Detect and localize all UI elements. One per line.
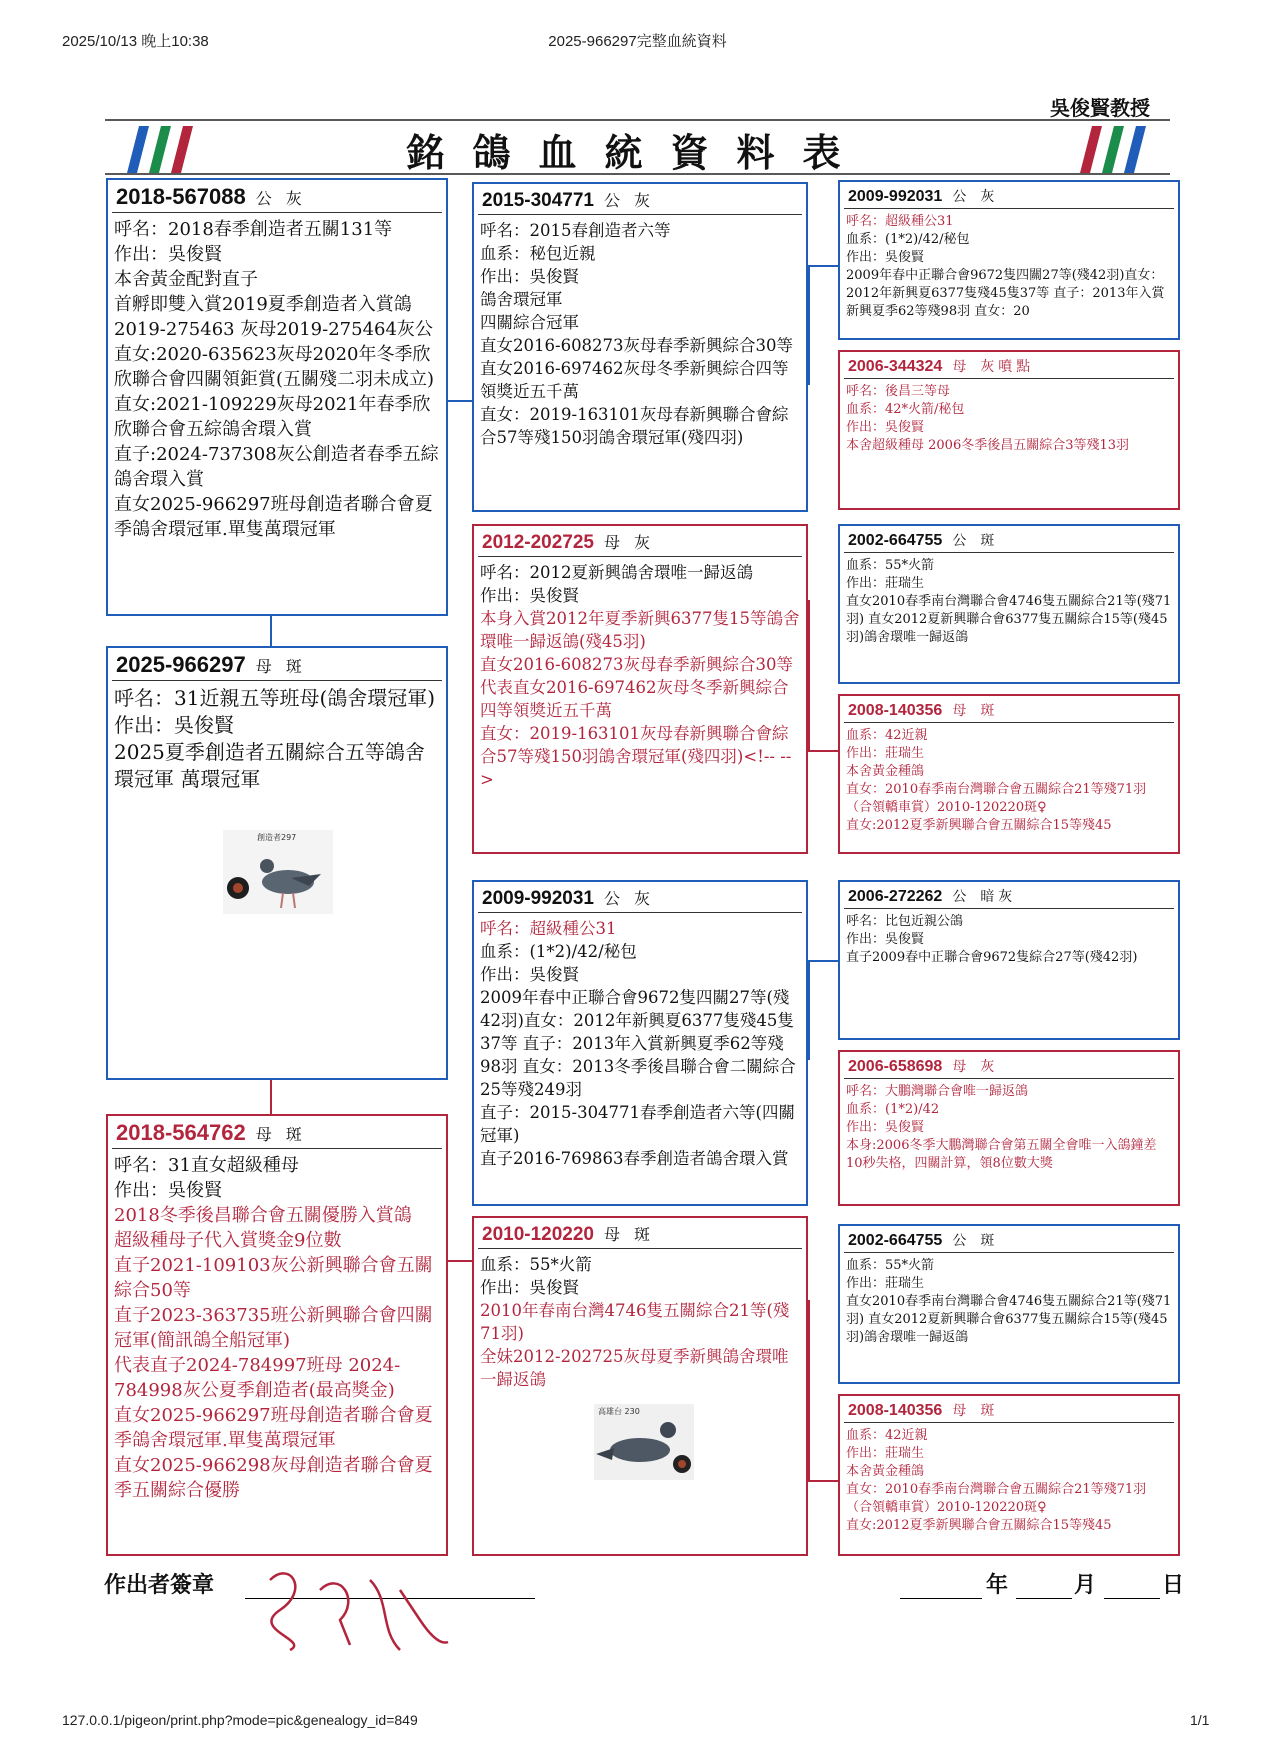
- info-line: 直子2023-363735班公新興聯合會四關冠軍(簡訊鴿全船冠軍): [114, 1305, 433, 1351]
- info-line: 2009年春中正聯合會9672隻四關27等(殘42羽)直女：2012年新興夏6377隻殘45隻37等 直子：2013年入賞新興夏季62等殘98羽 直女：2013冬季後昌聯合會二關綜合25等殘249羽: [480, 988, 796, 1099]
- info-line: 2018冬季後昌聯合會五關優勝入賞鴿: [114, 1205, 412, 1226]
- subject-color: 斑: [285, 657, 306, 676]
- info-line: 血系：55*火箭: [846, 558, 935, 573]
- info-line: 血系：42近親: [846, 1428, 928, 1443]
- info-line: 直子2009春中正聯合會9672隻綜合27等(殘42羽): [846, 950, 1138, 965]
- info-line: 四關綜合冠軍: [480, 313, 579, 332]
- grandsire-paternal-details: [474, 215, 806, 453]
- g3-ring: 2002-664755: [848, 1232, 943, 1249]
- signature-label: 作出者簽章: [104, 1572, 215, 1598]
- sire-details: [108, 213, 446, 546]
- g3-sex: 母: [952, 1059, 971, 1075]
- g3-card-1[interactable]: [838, 180, 1180, 340]
- grandsire-paternal-ring: 2015-304771: [482, 190, 594, 211]
- info-line: 2010年春南台灣4746隻五關綜合21等(殘71羽): [480, 1301, 790, 1343]
- grandsire-paternal-header: [478, 184, 802, 215]
- info-line: 直女:2012夏季新興聯合會五關綜合15等殘45: [846, 818, 1112, 833]
- info-line: 作出：莊瑞生: [846, 746, 925, 761]
- info-line: 2025夏季創造者五關綜合五等鴿舍環冠軍 萬環冠軍: [114, 740, 425, 791]
- year-blank[interactable]: [900, 1598, 982, 1599]
- info-line: 直女2016-608273灰母春季新興綜合30等: [480, 336, 794, 355]
- print-url: 127.0.0.1/pigeon/print.php?mode=pic&genealogy_id=849: [62, 1712, 418, 1728]
- month-label: 月: [1074, 1572, 1097, 1598]
- g3-color: 灰噴點: [980, 359, 1035, 375]
- info-line: 本舍超級種母 2006冬季後昌五關綜合3等殘13羽: [846, 438, 1130, 453]
- info-line: 直女2010春季南台灣聯合會4746隻五關綜合21等(殘71羽) 直女2012夏新興聯合會6377隻五關綜合15等(殘45羽)鴿舍環唯一歸返鴿: [846, 1294, 1172, 1345]
- g3-sex: 公: [952, 1233, 971, 1249]
- grandsire-maternal-color: 灰: [634, 889, 655, 908]
- info-line: 作出：吳俊賢: [480, 586, 579, 605]
- info-line: 本身入賞2012年夏季新興6377隻15等鴿舍環唯一歸返鴿(殘45羽): [480, 609, 800, 651]
- info-line: 直女：2010春季南台灣聯合會五關綜合21等殘71羽（合領轎車賞）2010-120220斑♀: [846, 1482, 1147, 1515]
- month-blank[interactable]: [1016, 1598, 1072, 1599]
- subject-details: [108, 681, 446, 797]
- dam-header: [112, 1116, 442, 1149]
- g3-details: [840, 723, 1178, 839]
- info-line: 作出：吳俊賢: [480, 1278, 579, 1297]
- info-line: 作出：吳俊賢: [846, 420, 925, 435]
- g3-header: [844, 1226, 1174, 1253]
- g3-header: [844, 882, 1174, 909]
- info-line: 血系：(1*2)/42/秘包: [480, 942, 637, 961]
- dam-ring: 2018-564762: [116, 1120, 246, 1145]
- info-line: 直女：2019-163101灰母春新興聯合會綜合57等殘150羽鴿舍環冠軍(殘四羽): [480, 405, 789, 447]
- dam-color: 斑: [285, 1125, 306, 1144]
- g3-color: 灰: [980, 189, 999, 205]
- author-name: 吳俊賢教授: [1050, 96, 1150, 120]
- sire-card[interactable]: [106, 178, 448, 616]
- info-line: 直女2016-697462灰母冬季新興綜合四等領獎近五千萬: [480, 359, 789, 401]
- g3-card-3[interactable]: [838, 524, 1180, 684]
- g3-details: [840, 209, 1178, 325]
- info-line: 直女2025-966297班母創造者聯合會夏季鴿舍環冠軍.單隻萬環冠軍: [114, 1405, 433, 1451]
- info-line: 直女2016-608273灰母春季新興綜合30等: [480, 655, 794, 674]
- info-line: 呼名：2018春季創造者五關131等: [114, 219, 393, 240]
- g3-card-5[interactable]: [838, 880, 1180, 1040]
- granddam-maternal-details: [474, 1249, 806, 1395]
- granddam-paternal-details: [474, 557, 806, 795]
- info-line: 呼名：後昌三等母: [846, 384, 951, 399]
- grandsire-maternal-sex: 公: [604, 889, 625, 908]
- granddam-paternal-color: 灰: [634, 533, 655, 552]
- grandsire-maternal-ring: 2009-992031: [482, 888, 594, 909]
- info-line: 直子:2024-737308灰公創造者春季五綜鴿舍環入賞: [114, 444, 439, 490]
- g3-details: [840, 1423, 1178, 1539]
- info-line: 首孵即雙入賞2019夏季創造者入賞鴿2019-275463 灰母2019-275464灰公: [114, 294, 433, 340]
- info-line: 直女:2012夏季新興聯合會五關綜合15等殘45: [846, 1518, 1112, 1533]
- g3-details: [840, 379, 1178, 459]
- grandsire-paternal-sex: 公: [604, 191, 625, 210]
- print-page-number: 1/1: [1190, 1712, 1210, 1728]
- info-line: 直女2025-966297班母創造者聯合會夏季鴿舍環冠軍.單隻萬環冠軍: [114, 494, 433, 540]
- pigeon-photo-2: [594, 1404, 694, 1480]
- g3-sex: 公: [952, 889, 971, 905]
- info-line: 作出：吳俊賢: [114, 713, 234, 737]
- info-line: 直子2021-109103灰公新興聯合會五關綜合50等: [114, 1255, 433, 1301]
- info-line: 呼名：31直女超級種母: [114, 1155, 299, 1176]
- g3-sex: 母: [952, 1403, 971, 1419]
- sire-color: 灰: [285, 189, 306, 208]
- info-line: 直子：2015-304771春季創造者六等(四關冠軍): [480, 1103, 795, 1145]
- info-line: 血系：42近親: [846, 728, 928, 743]
- info-line: 作出：吳俊賢: [846, 1120, 925, 1135]
- subject-header: [112, 648, 442, 681]
- info-line: 直女2025-966298灰母創造者聯合會夏季五關綜合優勝: [114, 1455, 433, 1501]
- g3-ring: 2006-658698: [848, 1058, 943, 1075]
- granddam-maternal-header: [478, 1218, 802, 1249]
- info-line: 血系：(1*2)/42: [846, 1102, 940, 1117]
- info-line: 呼名：超級種公31: [480, 919, 617, 938]
- granddam-maternal-ring: 2010-120220: [482, 1224, 594, 1245]
- g3-color: 灰: [980, 1059, 999, 1075]
- info-line: 作出：吳俊賢: [846, 932, 925, 947]
- year-label: 年: [986, 1572, 1009, 1598]
- g3-header: [844, 182, 1174, 209]
- sire-header: [112, 180, 442, 213]
- sire-sex: 公: [255, 189, 276, 208]
- granddam-paternal-header: [478, 526, 802, 557]
- info-line: 代表直子2024-784997班母 2024-784998灰公夏季創造者(最高獎金): [114, 1355, 401, 1401]
- info-line: 超級種母子代入賞獎金9位數: [114, 1230, 342, 1251]
- grandsire-paternal-card[interactable]: [472, 182, 808, 512]
- g3-header: [844, 526, 1174, 553]
- g3-color: 暗灰: [980, 889, 1017, 905]
- info-line: 本舍黃金配對直子: [114, 269, 258, 290]
- g3-header: [844, 1396, 1174, 1423]
- info-line: 血系：42*火箭/秘包: [846, 402, 965, 417]
- g3-details: [840, 1079, 1178, 1177]
- g3-ring: 2006-272262: [848, 888, 943, 905]
- handwritten-signature: [250, 1550, 450, 1660]
- info-line: 本舍黃金種鴿: [846, 1464, 925, 1479]
- info-line: 血系：55*火箭: [480, 1255, 592, 1274]
- g3-details: [840, 1253, 1178, 1351]
- info-line: 血系：秘包近親: [480, 244, 596, 263]
- g3-ring: 2008-140356: [848, 1402, 943, 1419]
- grandsire-paternal-color: 灰: [634, 191, 655, 210]
- g3-header: [844, 696, 1174, 723]
- grandsire-maternal-card[interactable]: [472, 880, 808, 1206]
- info-line: 本身:2006冬季大鵬灣聯合會第五關全會唯一入鴿鐘差10秒失格，四關計算，領8位數大獎: [846, 1138, 1157, 1171]
- print-doc-title: 2025-966297完整血統資料: [548, 33, 727, 50]
- info-line: 直子2016-769863春季創造者鴿舍環入賞: [480, 1149, 789, 1168]
- g3-card-7[interactable]: [838, 1224, 1180, 1384]
- g3-sex: 公: [952, 189, 971, 205]
- day-blank[interactable]: [1104, 1598, 1160, 1599]
- g3-card-2[interactable]: [838, 350, 1180, 510]
- info-line: 作出：吳俊賢: [114, 1180, 222, 1201]
- title-banner: [105, 118, 1170, 178]
- dam-card[interactable]: [106, 1114, 448, 1556]
- granddam-paternal-card[interactable]: [472, 524, 808, 854]
- info-line: 作出：吳俊賢: [480, 267, 579, 286]
- info-line: 呼名：2012夏新興鴿舍環唯一歸返鴿: [480, 563, 753, 582]
- info-line: 作出：莊瑞生: [846, 1276, 925, 1291]
- info-line: 全妹2012-202725灰母夏季新興鴿舍環唯一歸返鴿: [480, 1347, 789, 1389]
- g3-card-8[interactable]: [838, 1394, 1180, 1556]
- info-line: 鴿舍環冠軍: [480, 290, 563, 309]
- info-line: 直女:2020-635623灰母2020年冬季欣欣聯合會四關領鉅賞(五關殘二羽未成立): [114, 344, 435, 390]
- info-line: 2009年春中正聯合會9672隻四關27等(殘42羽)直女：2012年新興夏6377隻殘45隻37等 直子：2013年入賞新興夏季62等殘98羽 直女：20: [846, 268, 1165, 319]
- g3-details: [840, 553, 1178, 651]
- g3-card-6[interactable]: [838, 1050, 1180, 1206]
- g3-header: [844, 1052, 1174, 1079]
- subject-card[interactable]: [106, 646, 448, 1080]
- info-line: 血系：55*火箭: [846, 1258, 935, 1273]
- g3-sex: 母: [952, 359, 971, 375]
- g3-ring: 2002-664755: [848, 532, 943, 549]
- info-line: 呼名：大鵬灣聯合會唯一歸返鴿: [846, 1084, 1029, 1099]
- granddam-maternal-color: 斑: [634, 1225, 655, 1244]
- info-line: 直女：2010春季南台灣聯合會五關綜合21等殘71羽（合領轎車賞）2010-120220斑♀: [846, 782, 1147, 815]
- info-line: 作出：吳俊賢: [846, 250, 925, 265]
- print-datetime: 2025/10/13 晚上10:38: [62, 33, 209, 50]
- g3-color: 斑: [980, 703, 999, 719]
- info-line: 代表直女2016-697462灰母冬季新興綜合四等領獎近五千萬: [480, 678, 789, 720]
- day-label: 日: [1162, 1572, 1185, 1598]
- grandsire-maternal-header: [478, 882, 802, 913]
- pigeon-icon: [594, 1404, 694, 1480]
- photo-caption: 高雄台 230: [598, 1407, 640, 1416]
- info-line: 作出：莊瑞生: [846, 576, 925, 591]
- g3-ring: 2006-344324: [848, 358, 943, 375]
- granddam-maternal-sex: 母: [604, 1225, 625, 1244]
- granddam-paternal-ring: 2012-202725: [482, 532, 594, 553]
- grandsire-maternal-details: [474, 913, 806, 1174]
- g3-color: 斑: [980, 533, 999, 549]
- g3-sex: 公: [952, 533, 971, 549]
- subject-sex: 母: [255, 657, 276, 676]
- info-line: 呼名：超級種公31: [846, 214, 954, 229]
- g3-details: [840, 909, 1178, 971]
- pigeon-icon: [223, 830, 333, 914]
- g3-card-4[interactable]: [838, 694, 1180, 854]
- g3-color: 斑: [980, 1233, 999, 1249]
- dam-sex: 母: [255, 1125, 276, 1144]
- g3-ring: 2009-992031: [848, 188, 943, 205]
- pigeon-photo: [223, 830, 333, 914]
- info-line: 作出：吳俊賢: [114, 244, 222, 265]
- info-line: 直女2010春季南台灣聯合會4746隻五關綜合21等(殘71羽) 直女2012夏新興聯合會6377隻五關綜合15等(殘45羽)鴿舍環唯一歸返鴿: [846, 594, 1172, 645]
- subject-ring: 2025-966297: [116, 652, 246, 677]
- info-line: 呼名：2015春創造者六等: [480, 221, 671, 240]
- photo-caption: 創造者297: [257, 833, 297, 842]
- form-title: 銘鴿血統資料表: [406, 130, 869, 175]
- info-line: 直女：2019-163101灰母春新興聯合會綜合57等殘150羽鴿舍環冠軍(殘四羽)<!-- -->: [480, 724, 792, 789]
- info-line: 作出：莊瑞生: [846, 1446, 925, 1461]
- granddam-maternal-card[interactable]: [472, 1216, 808, 1556]
- info-line: 呼名：31近親五等班母(鴿舍環冠軍): [114, 686, 436, 710]
- info-line: 作出：吳俊賢: [480, 965, 579, 984]
- info-line: 本舍黃金種鴿: [846, 764, 925, 779]
- granddam-paternal-sex: 母: [604, 533, 625, 552]
- info-line: 直女:2021-109229灰母2021年春季欣欣聯合會五綜鴿舍環入賞: [114, 394, 431, 440]
- g3-ring: 2008-140356: [848, 702, 943, 719]
- g3-color: 斑: [980, 1403, 999, 1419]
- sire-ring: 2018-567088: [116, 184, 246, 209]
- g3-sex: 母: [952, 703, 971, 719]
- g3-header: [844, 352, 1174, 379]
- info-line: 血系：(1*2)/42/秘包: [846, 232, 970, 247]
- info-line: 呼名：比包近親公鴿: [846, 914, 964, 929]
- dam-details: [108, 1149, 446, 1507]
